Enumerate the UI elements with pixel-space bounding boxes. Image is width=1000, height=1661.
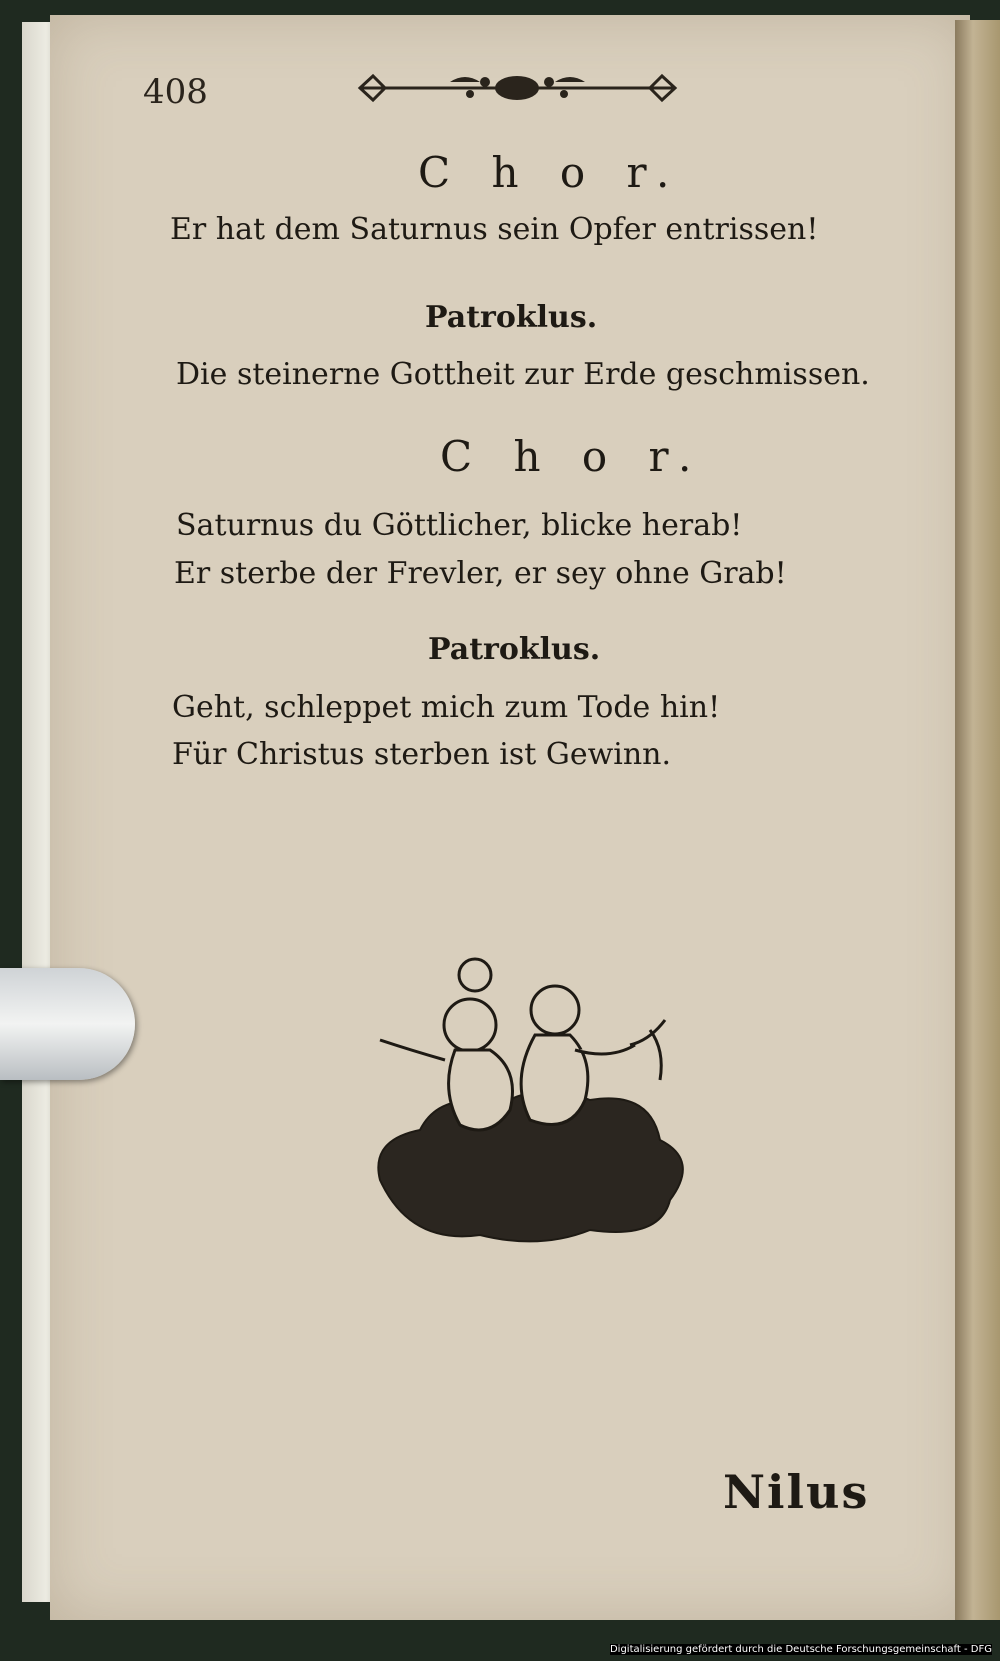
speaker-patroklus-1: Patroklus. <box>425 300 598 335</box>
page-edges-right <box>955 20 1000 1620</box>
book-page <box>50 15 970 1620</box>
speaker-patroklus-2: Patroklus. <box>428 632 601 667</box>
speaker-chor-2: C h o r. <box>440 432 706 481</box>
verse-line-3: Saturnus du Göttlicher, blicke herab! <box>176 508 743 543</box>
verse-line-5: Geht, schleppet mich zum Tode hin! <box>172 690 721 725</box>
catchword: Nilus <box>723 1465 870 1519</box>
floral-headpiece-icon <box>355 68 680 108</box>
verse-line-2: Die steinerne Gottheit zur Erde geschmissen. <box>176 357 870 392</box>
footer-credit: Digitalisierung gefördert durch die Deutsche Forschungsgemeinschaft - DFG <box>609 1644 992 1655</box>
page-number: 408 <box>143 72 208 112</box>
bookmark-clip <box>0 968 135 1080</box>
verse-line-4: Er sterbe der Frevler, er sey ohne Grab! <box>174 556 787 591</box>
speaker-chor-1: C h o r. <box>418 148 684 197</box>
verse-line-1: Er hat dem Saturnus sein Opfer entrissen! <box>170 212 819 247</box>
cherubs-on-cloud-icon <box>360 950 705 1250</box>
verse-line-6: Für Christus sterben ist Gewinn. <box>172 737 672 772</box>
